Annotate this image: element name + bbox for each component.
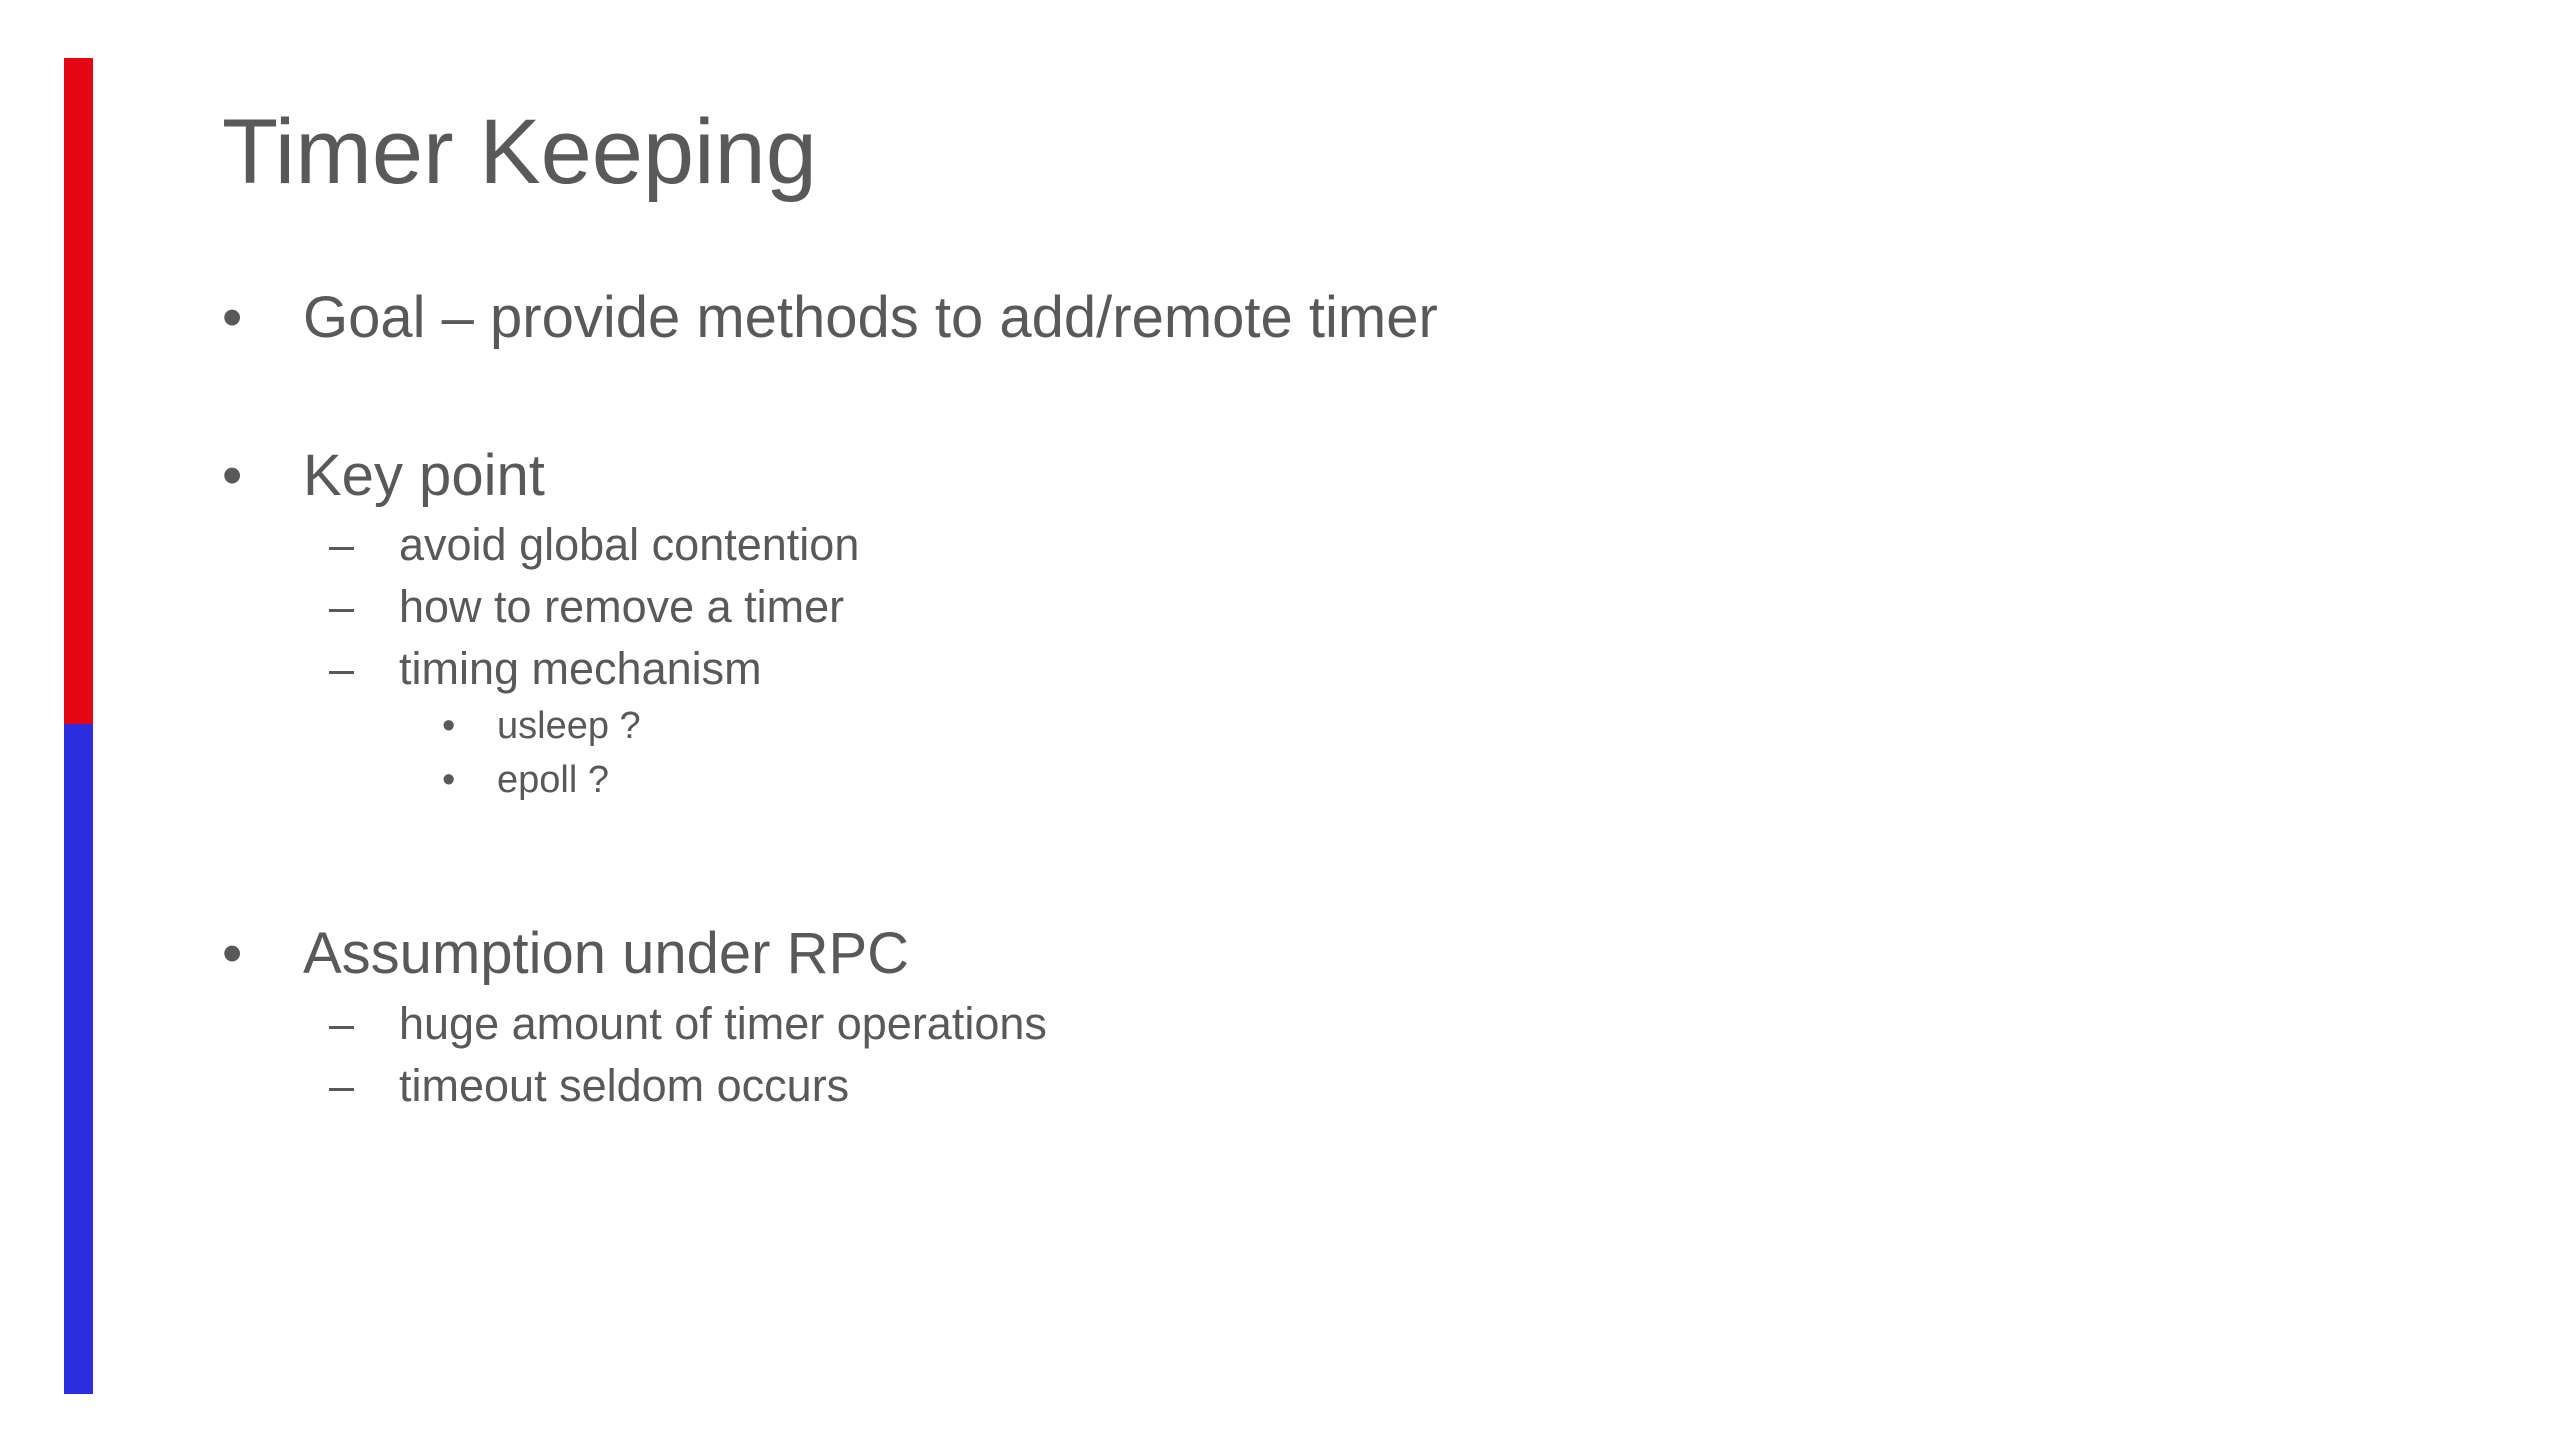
bullet-item-goal [222, 283, 1438, 353]
sub-item-text: huge amount of timer operations [399, 998, 1047, 1049]
sub-item-text: timeout seldom occurs [399, 1060, 850, 1111]
dash-marker: – [329, 643, 355, 694]
bullet-item-assumption [222, 919, 910, 989]
bullet-text: Goal – provide methods to add/remote timer [303, 285, 1438, 350]
bullet-marker: • [222, 443, 243, 508]
sub-item-huge-amount [329, 996, 1047, 1052]
bullet-marker: • [442, 705, 456, 747]
dash-marker: – [329, 998, 355, 1049]
dash-marker: – [329, 519, 355, 570]
accent-bar-top [64, 58, 93, 724]
sub-sub-item-text: epoll ? [497, 759, 609, 801]
sub-sub-item-text: usleep ? [497, 705, 641, 747]
sub-sub-item-usleep [442, 702, 641, 750]
slide-title: Timer Keeping [222, 101, 817, 203]
sub-item-avoid-global-contention [329, 517, 860, 573]
dash-marker: – [329, 581, 355, 632]
dash-marker: – [329, 1060, 355, 1111]
bullet-text: Key point [303, 443, 545, 508]
sub-item-remove-timer [329, 579, 845, 635]
bullet-marker: • [222, 921, 243, 986]
sub-sub-item-epoll [442, 756, 609, 804]
bullet-text: Assumption under RPC [303, 921, 910, 986]
sub-item-text: timing mechanism [399, 643, 762, 694]
accent-bar-bottom [64, 724, 93, 1394]
bullet-marker: • [222, 285, 243, 350]
sub-item-timeout-seldom [329, 1058, 850, 1114]
sub-item-text: avoid global contention [399, 519, 860, 570]
bullet-marker: • [442, 759, 456, 801]
sub-item-text: how to remove a timer [399, 581, 845, 632]
bullet-item-key-point [222, 441, 545, 511]
sub-item-timing-mechanism [329, 641, 762, 697]
